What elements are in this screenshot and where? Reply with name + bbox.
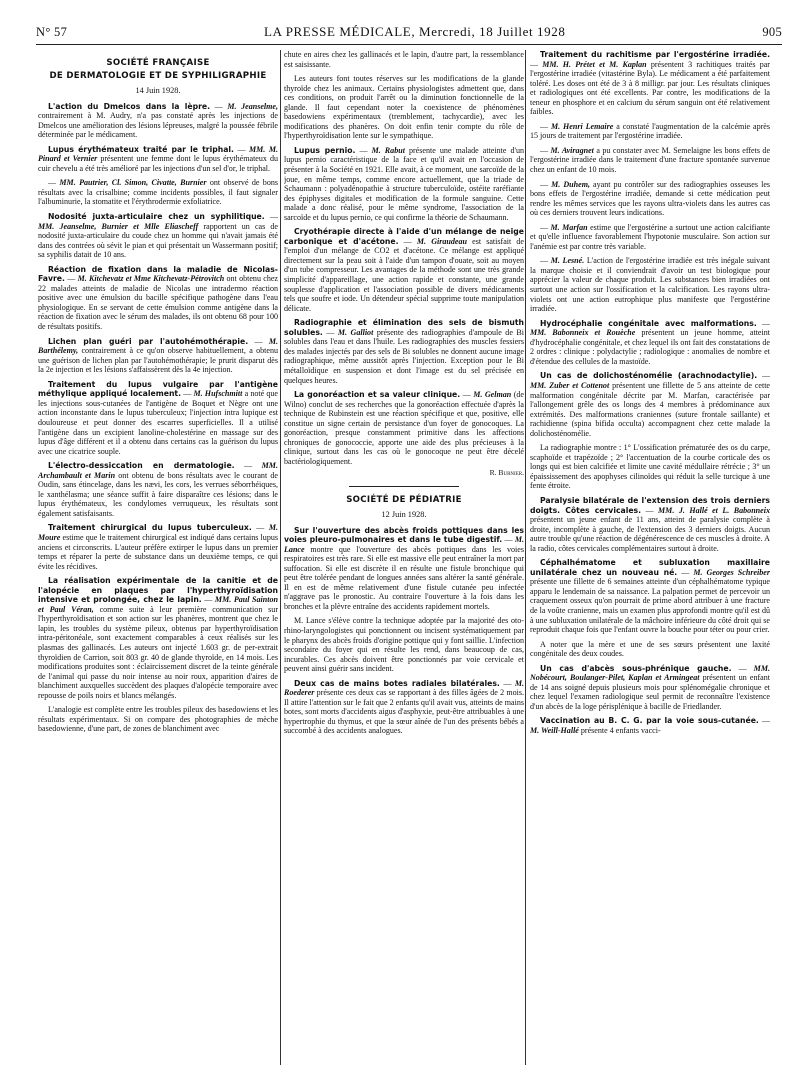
article-title: Vaccination au B. C. G. par la voie sous-cutanée. [540, 716, 759, 726]
article-author: M. Barthélemy, [38, 336, 278, 356]
article: L'action du Dmelcos dans la lèpre. — M. Jeanselme, contrairement à M. Audry, n'a pas constaté après les injections de Dmelcos une amélioration des lésions lépreuses, malgré la poussée fébrile déterminée par le médicament. [38, 101, 278, 140]
article-text: contrairement à ce qu'on observe habituellement, a obtenu une guérison de lichen plan par l'autohémothérapie; le prurit disparut dès la 2e injection et les lésions s'affaissèrent dès la 4e injection. [38, 346, 278, 375]
article: Traitement du rachitisme par l'ergostérine irradiée. — MM. H. Prétet et M. Kaplan présentent 3 rachitiques traités par l'ergostérine irradiée (vitastérine Byla). Le médicament a été parfaitement toléré. Les doses ont été de 3 à 8 milligr. par jour. Les résultats cliniques et radiologiques ont été excellents. Par contre, les modifications de la teneur en phosphore et en calcium du sérum sanguin ont été relativement faibles. [530, 50, 770, 117]
article-paragraph: chute en aires chez les gallinacés et le lapin, d'autre part, la ressemblance est saisissante. [284, 50, 524, 69]
article-author: M. Rabut [371, 145, 405, 155]
header-rule [36, 44, 782, 45]
article: Nodosité juxta-articulaire chez un syphilitique. — MM. Jeanselme, Burnier et Mlle Eliascheff rapportent un cas de nodosité juxta-articulaire du coude chez un homme qui n'avait jamais été dans des contrées où sévit le pian et qui présentait un Wassermann positif; sa syphilis datait de 10 ans. [38, 212, 278, 260]
article-text: présentent une femme dont le lupus érythémateux du cuir chevelu a été très amélioré par les injections d'un sel d'or, le triphal. [38, 154, 278, 173]
article: Vaccination au B. C. G. par la voie sous-cutanée. — M. Weill-Hallé présente 4 enfants vacci- [530, 716, 770, 735]
article-author: MM. Pautrier, Cl. Simon, Civatte, Burnier [59, 178, 207, 188]
article: Un cas de dolichosténomélie (arachnodactylie). — MM. Zuber et Cottenot présentent une fillette de 5 ans atteinte de cette malformation congénitale décrite par M. Marfan, caractérisée par l'allongement grêle des os longs des 4 membres à prédominance aux extrémités. Des malformations craniennes (suture frontale saillante) et rachidienne (spina bifida occulta) accompagnent chez cette malade la dolichosténomélie. [530, 371, 770, 438]
article: Deux cas de mains botes radiales bilatérales. — M. Roederer présente ces deux cas se rapportant à des filles âgées de 2 mois. Il attire l'attention sur le fait que 2 enfants qu'il avait vus, atteints de mains botes, sont morts d'accidents aigus d'asphyxie, peut-être attribuables à une hypertrophie du thymus, et que la sœur aînée de l'un des présents bébés a succombé à des accidents analogues. [284, 678, 524, 736]
article-author: M. Roederer [284, 678, 524, 698]
article-title: Lupus érythémateux traité par le triphal. [48, 144, 234, 154]
article: Radiographie et élimination des sels de bismuth solubles. — M. Galliot présente des radiographies d'ampoule de Bi solubles dans l'eau et dans l'huile. Les radiographies des muscles fessiers des malades injectés par des sels de Bi solubles ne donnent aucune image radiographique, même aussitôt après l'injection. Exception pour le Bi métalloïdique en suspension et dont l'image est du sel précisée en quelques heures. [284, 318, 524, 385]
article-text: ont observé de bons résultats avec la crisalbine; comme incidents possibles, il faut signaler l'albuminurie, la stomatite et l'érythrodermie exfoliatrice. [38, 178, 278, 207]
article-title: Sur l'ouverture des abcès froids pottiques dans les voies pleuro-pulmonaires et dans le tube digestif. [284, 525, 524, 545]
article-author: M. Marfan [550, 222, 588, 232]
article-title: Réaction de fixation dans la maladie de Nicolas-Favre. [38, 264, 278, 284]
article-text: rapportent un cas de nodosité juxta-articulaire du coude chez un homme qui n'avait jamais été dans des contrées où sévit le pian et qui présentait un Wassermann positif; sa syphilis datait de 10 ans. [38, 221, 278, 260]
article-text: a noté que les injections sous-cutanées de l'antigène de Boquet et Nègre ont une action inconstante dans le lupus tuberculeux; l'injection intra lupique est douloureuse et peut donner des escarres superficielles. Il a utilisé l'antigène dans un excipient lanoline-cholestérine en massage sur des lupus d'âge différent et il a obtenu dans certains cas la guérison du lupus avec une cicatrice souple. [38, 389, 278, 456]
column-2 [284, 50, 524, 1070]
column-1 [38, 50, 278, 1070]
article-text: a pu constater avec M. Semelaigne les bons effets de l'ergostérine irradiée dans le traitement d'une fracture spontanée survenue chez un enfant de 10 mois. [530, 145, 770, 175]
article-author: M. Moure [38, 523, 278, 542]
article-author: MM. Nobécourt, Boulanger-Pilet, Kaplan et Armingeat [530, 663, 770, 683]
article-title: Paralysie bilatérale de l'extension des trois derniers doigts. Côtes cervicales. [530, 495, 770, 515]
article-text: L'action de l'ergostérine irradiée est très inégale suivant la marque choisie et il conviendrait d'avoir un test biologique pour apprécier la valeur de chaque produit. Les substances bien irradiées ont surtout une action sur l'ossification et la calcification. Les rayons ultra-violets ont une action eutrophique plus manifeste que l'ergostérine irradiée. [530, 256, 770, 314]
article-title: Nodosité juxta-articulaire chez un syphilitique. [48, 212, 265, 222]
article-author: M. Weill-Hallé [530, 726, 579, 735]
article: Lupus érythémateux traité par le triphal. — MM. M. Pinard et Vernier présentent une femme dont le lupus érythémateux du cuir chevelu a été très amélioré par les injections d'un sel d'or, le triphal. [38, 144, 278, 173]
article-author: M. Giraudeau [416, 236, 467, 246]
article-paragraph: La radiographie montre : 1° L'ossification prématurée des os du carpe, scaphoïde et trapézoïde ; 2° l'accentuation de la courbe corticale des os longs qui est bien calcifiée et limite une cavité médullaire rétrécie ; 3° un épaississement des apophyses cilinoïdes qui réduit la selle turcique à une fente étroite. [530, 443, 770, 491]
article: La réalisation expérimentale de la canitie et de l'alopécie en plaques par l'hyperthyroïdisation intensive et prolongée, chez le lapin. — MM. Paul Sainton et Paul Véran, comme suite à leur première communication sur l'hyperthyroïdisation et son action sur les phanères, montrent que chez le lapin, les troubles du système pileux, obtenus par hyperthyroïdisation intra-péritonéale, sont exactement comparables à ceux réalisés sur les plasmas des gallinacés. Les auteurs ont injecté 1.603 gr. de per-extrait thyroïdien de Carrion, soit 803 gr. 40 de glande thyroïde, en 14 mois. Les modifications produites sont : éclaircissement discret de la teinte générale de l'animal qui passe du noir intense au noir roux, apparition d'aires de blanchiment auxquelles succèdent des plaques d'alopécie temporaire avec repousse de poils noirs et blancs mélangés. [38, 576, 278, 700]
article: — MM. Pautrier, Cl. Simon, Civatte, Burnier ont observé de bons résultats avec la crisalbine; comme incidents possibles, il faut signaler l'albuminurie, la stomatite et l'érythrodermie exfoliatrice. [38, 178, 278, 207]
article-author: M. Kitchevatz et Mme Kitchevatz-Pétrovitch [77, 274, 225, 284]
article-author: MM. Jeanselme, Burnier et Mlle Eliascheff [38, 221, 199, 231]
article-paragraph: Les auteurs font toutes réserves sur les modifications de la glande thyroïde chez les animaux. Certains physiologistes admettent que, dans ces conditions, on produit l'arrêt ou la diminution fonctionnelle de la glande. Il faut cependant noter la coexistence de phénomènes basedowiens expérimentaux (tremblement, tachycardie), avec les modifications des phanères. On doit enfin tenir compte du rôle de l'hyperthyroïdisation lente sur le sympathique. [284, 74, 524, 141]
article-text: ayant pu contrôler sur des radiographies osseuses les bons effets de l'ergostérine irradiée, demande si cette médication peut rendre les mêmes services que les rayons ultra-violets dans les autres cas où ces derniers trouvent leurs indications. [530, 179, 770, 218]
section-title: SOCIÉTÉ FRANÇAISE [106, 58, 210, 68]
article-text: estime que l'ergostérine a surtout une action calcifiante et qu'elle influence favorablement l'hypotonie musculaire. Son action sur l'anémie est par contre très variable. [530, 222, 770, 251]
article-text: présentent une fillette de 5 ans atteinte de cette malformation congénitale décrite par M. Marfan, caractérisée par l'allongement grêle des os longs des 4 membres à prédominance aux extrémités. Des malformations craniennes (suture frontale saillante) et rachidienne (spina bifida occulta) accompagnent chez cette malade la dolichosténomélie. [530, 380, 770, 438]
article-text: estime que le traitement chirurgical est indiqué dans certains lupus anciens et circonscrits. L'auteur préfère extirper le lupus dans un premier temps et réparer la perte de substance dans un deuxième temps, ce qui évite les récidives. [38, 532, 278, 571]
article-paragraph: L'analogie est complète entre les troubles pileux des basedowiens et les résultats expérimentaux. Si on compare des photographies de mèche basedowienne, d'une part, de zones de blanchiment avec [38, 705, 278, 734]
article-author: MM. Archambault et Marin [38, 461, 278, 480]
section-title: SOCIÉTÉ DE PÉDIATRIE [346, 494, 462, 505]
article: Cryothérapie directe à l'aide d'un mélange de neige carbonique et d'acétone. — M. Giraudeau est satisfait de l'emploi d'un mélange de CO2 et d'acétone. Ce mélange est appliqué directement sur la peau soit à l'aide d'un tampon d'ouate, soit au moyen d'un tube compresseur. Les avantages de la méthode sont une très grande simplicité d'appareillage, une action rapide et constante, une grande souplesse d'application et l'association possible de divers médicaments tels que soufre et iode. Un détendeur spécial supprime toute manipulation délicate. [284, 227, 524, 313]
article: Paralysie bilatérale de l'extension des trois derniers doigts. Côtes cervicales. — MM. J. Hallé et L. Babonneix présentent un jeune enfant de 11 ans, atteint de paralysie complète à droite, incomplète à gauche, de l'extension des 3 derniers doigts. Aucun autre trouble qu'une réaction de dégénérescence de ces muscles à droite. A la radio, côtes cervicales complémentaires surtout à droite. [530, 495, 770, 553]
article-title: Un cas d'abcès sous-phrénique gauche. [540, 663, 732, 673]
article-text: présente des radiographies d'ampoule de Bi solubles dans l'eau et dans l'huile. Les radiographies des muscles fessiers des malades injectés par des sels de Bi solubles ne donnent aucune image radiographique, même aussitôt après l'injection. Exception pour le Bi métalloïdique en suspension et dont l'image est du sel précisée en quelques heures. [284, 327, 524, 385]
article-author: MM. H. Prétet et M. Kaplan [542, 59, 647, 69]
article-title: Deux cas de mains botes radiales bilatérales. [294, 678, 500, 688]
article-title: Traitement du rachitisme par l'ergostérine irradiée. [540, 50, 770, 59]
article-title: La réalisation expérimentale de la canitie et de l'alopécie en plaques par l'hyperthyroïdisation intensive et prolongée, chez le lapin. [38, 576, 278, 605]
article: — M. Duhem, ayant pu contrôler sur des radiographies osseuses les bons effets de l'ergostérine irradiée, demande si cette médication peut rendre les mêmes services que les rayons ultra-violets dans les autres cas où ces derniers trouvent leurs indications. [530, 179, 770, 218]
article-text: a constaté l'augmentation de la calcémie après 15 jours de traitement par l'ergostérine irradiée. [530, 121, 770, 141]
article-text: ont obtenu de bons résultats avec le courant de Oudin, sans étincelage, dans les nævi, les cors, les verrues séborrhéiques, le xanthélasma; une séance suffit à faire disparaître ces lésions; dans le lupus érythémateux, les condylomes verruqueux, les résultats sont également satisfaisants. [38, 470, 278, 518]
column-separator [280, 50, 281, 1065]
article-title: L'action du Dmelcos dans la lèpre. [48, 101, 210, 111]
session-date: 12 Juin 1928. [381, 509, 427, 519]
article-text: contrairement à M. Audry, n'a pas constaté après les injections de Dmelcos une amélioration des lésions lépreuses, malgré la poussée fébrile déterminée par le médicament. [38, 111, 278, 140]
article-author: M. Galliot [337, 327, 374, 337]
article-author: M. Lesné. [550, 256, 585, 266]
article: Traitement du lupus vulgaire par l'antigène méthylique appliqué localement. — M. Hufschmitt a noté que les injections sous-cutanées de l'antigène de Boquet et Nègre ont une action inconstante dans le lupus tuberculeux; l'injection intra lupique est douloureuse et peut donner des escarres superficielles. Il a utilisé l'antigène dans un excipient lanoline-cholestérine en massage sur des lupus d'âge différent et il a obtenu dans certains cas la guérison du lupus avec une cicatrice souple. [38, 379, 278, 456]
article-paragraph: A noter que la mère et une de ses sœurs présentent une laxité congénitale des deux coudes. [530, 639, 770, 659]
article-title: Traitement du lupus vulgaire par l'antigène méthylique appliqué localement. [38, 379, 278, 399]
article-author: M. Lance [284, 535, 524, 554]
article-text: est satisfait de l'emploi d'un mélange de CO2 et d'acétone. Ce mélange est appliqué directement sur la peau soit à l'aide d'un tampon d'ouate, soit au moyen d'un tube compresseur. Les avantages de la méthode sont une très grande simplicité d'appareillage, une action rapide et constante, une grande souplesse d'application et l'association possible de divers médicaments tels que soufre et iode. Un détendeur spécial supprime toute manipulation délicate. [284, 236, 524, 313]
article-text: présentent un jeune enfant de 11 ans, atteint de paralysie complète à droite, incomplète à gauche, de l'extension des 3 derniers doigts. Aucun autre trouble qu'une réaction de dégénérescence de ces muscles à droite. A la radio, côtes cervicales complémentaires surtout à droite. [530, 515, 770, 553]
article-text: présentent un jeune homme, atteint d'hydrocéphalie congénitale, et chez lequel ils ont fait des constatations de 2 ordres : clinique : polydactylie ; radiologique : anomalies de nombre et d'étendue des cellules de la mastoïde. [530, 328, 770, 366]
article: — M. Aviragnet a pu constater avec M. Semelaigne les bons effets de l'ergostérine irradiée dans le traitement d'une fracture spontanée survenue chez un enfant de 10 mois. [530, 145, 770, 175]
article-text: présente une fillette de 6 semaines atteinte d'un céphalhématome typique apparu le lendemain de sa naissance. La palpation permet de percevoir un craquement osseux qu'on pourrait de prime abord attribuer à une fracture de la voûte cranienne, mais un examen plus approfondi montre qu'il est dû à une subluxation unilatérale de la mâchoire inférieure du côté droit qui se reproduit chaque fois que l'enfant ouvre la bouche pour téter ou pour crier. [530, 577, 770, 635]
article-author: M. Gelman [473, 390, 512, 400]
article-text: présente une malade atteinte d'un lupus pernio caractéristique de la face et qu'il avait en l'occasion de présenter à la Société en 1921. Elle avait, à ce moment, une sarcoïde de la joue, en même temps, comme encore actuellement, que la triade de Schaumann : polyadénopathie à structure tuberculoïde, ostéite raréfiante des épiphyses digitales et modification de la formule sanguine. Cette malade a donc réalisé, pour le même syndrome, l'association de la sarcoïde et du lupus pernio, ce qui confirme la théorie de Schaumann. [284, 145, 524, 222]
article-text: présentent 3 rachitiques traités par l'ergostérine irradiée (vitastérine Byla). Le médicament a été parfaitement toléré. Les doses ont été de 3 à 8 milligr. par jour. Les résultats cliniques et radiologiques ont été excellents. Par contre, les modifications de la teneur en phosphore et en calcium du sérum sanguin ont été relativement faibles. [530, 59, 770, 117]
article: Sur l'ouverture des abcès froids pottiques dans les voies pleuro-pulmonaires et dans le tube digestif. — M. Lance montre que l'ouverture des abcès pottiques dans les voies respiratoires est très rare. Si elle est massive elle peut entraîner la mort par suffocation. Si elle est discrète il en résulte une fistule bronchique qui peut être tolérée pendant de longues années sans altérer la santé générale. Il en est de même relativement d'une fistule cutanée peu infectée n'aggrave pas le pronostic. Au contraire l'ouverture à la fois dans les bronches et la plèvre entraîne des accidents rapidement mortels. [284, 525, 524, 611]
article-author: MM. Babonneix et Rouèche [530, 328, 636, 338]
session-date: 14 Juin 1928. [135, 86, 181, 95]
article-text: (de Wilno) conclut de ses recherches que la gonoréaction effectuée d'après la technique de Rubinstein est une réaction spécifique et que, positive, elle constitue un signe certain de persistance d'un foyer de gonocoques. La gonoréaction, presque constamment primitive dans les affections chroniques de gonococcie, apporte une aide des plus précieuses à la clinique, surtout dans les cas où le gonocoque ne peut être décelé bactériologiquement. [284, 390, 524, 466]
article: Un cas d'abcès sous-phrénique gauche. — MM. Nobécourt, Boulanger-Pilet, Kaplan et Armingeat présentent un enfant de 14 ans soigné depuis plusieurs mois pour splénomégalie chronique et chez lequel l'examen radiologique seul permit de reconnaître l'existence d'un abcès de la loge périsplénique à bacille de Friedlander. [530, 663, 770, 711]
article-title: La gonoréaction et sa valeur clinique. [294, 390, 461, 400]
article-author: M. Aviragnet [550, 145, 594, 155]
article-text: ont obtenu chez 22 malades atteints de maladie de Nicolas une intradermo réaction positive avec une émulsion du bacille spécifique pathogène dans l'eau physiologique. En se servant de cette émulsion comme antigène dans la réaction de fixation avec le sérum des malades, ils ont obtenu 68 pour 100 de résultats positifs. [38, 274, 278, 332]
article: Lupus pernio. — M. Rabut présente une malade atteinte d'un lupus pernio caractéristique de la face et qu'il avait en l'occasion de présenter à la Société en 1921. Elle avait, à ce moment, une sarcoïde de la joue, en même temps, comme encore actuellement, que la triade de Schaumann : polyadénopathie à structure tuberculoïde, ostéite raréfiante des épiphyses digitales et modification de la formule sanguine. Cette malade a donc réalisé, pour le même syndrome, l'association de la sarcoïde et du lupus pernio, ce qui confirme la théorie de Schaumann. [284, 145, 524, 222]
article: Céphalhématome et subluxation maxillaire unilatérale chez un nouveau né. — M. Georges Schreiber présente une fillette de 6 semaines atteinte d'un céphalhématome typique apparu le lendemain de sa naissance. La palpation permet de percevoir un craquement osseux qu'on pourrait de prime abord attribuer à une fracture de la voûte cranienne, mais un examen plus approfondi montre qu'il est dû à une subluxation unilatérale de la mâchoire inférieure du côté droit qui se reproduit chaque fois que l'enfant ouvre la bouche pour téter ou pour crier. [530, 558, 770, 635]
page-number-left: N° 57 [36, 25, 68, 39]
article-text: présentent un enfant de 14 ans soigné depuis plusieurs mois pour splénomégalie chronique et chez lequel l'examen radiologique seul permit de reconnaître l'existence d'un abcès de la loge périsplénique à bacille de Friedlander. [530, 673, 770, 711]
journal-title: LA PRESSE MÉDICALE, Mercredi, 18 Juillet 1928 [264, 24, 566, 39]
article: Réaction de fixation dans la maladie de Nicolas-Favre. — M. Kitchevatz et Mme Kitchevatz-Pétrovitch ont obtenu chez 22 malades atteints de maladie de Nicolas une intradermo réaction positive avec une émulsion du bacille spécifique pathogène dans l'eau physiologique. En se servant de cette émulsion comme antigène dans la réaction de fixation avec le sérum des malades, ils ont obtenu 68 pour 100 de résultats positifs. [38, 264, 278, 332]
section-subtitle: DE DERMATOLOGIE ET DE SYPHILIGRAPHIE [49, 71, 267, 81]
article-title: Hydrocéphalie congénitale avec malformations. [540, 318, 757, 328]
article-author: MM. Zuber et Cottenot [530, 380, 610, 390]
article: — M. Lesné. L'action de l'ergostérine irradiée est très inégale suivant la marque choisie et il conviendrait d'avoir un test biologique pour apprécier la valeur de chaque produit. Les substances bien irradiées ont surtout une action sur l'ossification et la calcification. Les rayons ultra-violets ont une action eutrophique plus manifeste que l'ergostérine irradiée. [530, 256, 770, 314]
page-header [36, 24, 782, 44]
signature: R. Burnier. [489, 468, 524, 478]
article: — M. Marfan estime que l'ergostérine a surtout une action calcifiante et qu'elle influence favorablement l'hypotonie musculaire. Son action sur l'anémie est par contre très variable. [530, 222, 770, 251]
article: La gonoréaction et sa valeur clinique. — M. Gelman (de Wilno) conclut de ses recherches que la gonoréaction effectuée d'après la technique de Rubinstein est une réaction spécifique et que, positive, elle constitue un signe certain de persistance d'un foyer de gonocoques. La gonoréaction, presque constamment primitive dans les affections chroniques de gonococcie, apporte une aide des plus précieuses à la clinique, surtout dans les cas où le gonocoque ne peut être décelé bactériologiquement. [284, 390, 524, 466]
article-title: Céphalhématome et subluxation maxillaire unilatérale chez un nouveau né. [530, 558, 770, 577]
article-author: MM. M. Pinard et Vernier [38, 144, 278, 164]
article: Lichen plan guéri par l'autohémothérapie. — M. Barthélemy, contrairement à ce qu'on observe habituellement, a obtenu une guérison de lichen plan par l'autohémothérapie; le prurit disparut dès la 2e injection et les lésions s'affaissèrent dès la 4e injection. [38, 336, 278, 375]
article-title: L'électro-dessiccation en dermatologie. [48, 461, 235, 471]
article-author: M. Henri Lemaire [550, 121, 614, 131]
article-paragraph: M. Lance s'élève contre la technique adoptée par la majorité des oto-rhino-laryngologistes qui ponctionnent ou incisent systématiquement par le pharynx des abcès froids d'origine pottique qui y font saillie. L'infection secondaire du foyer qui en résulte les rend, dans beaucoup de cas, incurables. Ces abcès doivent être ponctionnés par voie cervicale et peuvent ainsi guérir sans incident. [284, 616, 524, 674]
article-title: Cryothérapie directe à l'aide d'un mélange de neige carbonique et d'acétone. [284, 227, 524, 246]
article-author: MM. J. Hallé et L. Babonneix [658, 505, 770, 515]
article-title: Lichen plan guéri par l'autohémothérapie. [48, 336, 249, 346]
article: Traitement chirurgical du lupus tuberculeux. — M. Moure estime que le traitement chirurgical est indiqué dans certains lupus anciens et circonscrits. L'auteur préfère extirper le lupus dans un premier temps et réparer la perte de substance dans un deuxième temps, ce qui évite les récidives. [38, 523, 278, 571]
article-text: montre que l'ouverture des abcès pottiques dans les voies respiratoires est très rare. Si elle est massive elle peut entraîner la mort par suffocation. Si elle est discrète il en résulte une fistule bronchique qui peut être tolérée pendant de longues années sans altérer la santé générale. Il en est de même relativement d'une fistule cutanée peu infectée n'aggrave pas le pronostic. Au contraire l'ouverture à la fois dans les bronches et la plèvre entraîne des accidents rapidement mortels. [284, 544, 524, 611]
page-number-right: 905 [762, 25, 782, 39]
column-3 [530, 50, 770, 1070]
article-text: présente 4 enfants vacci- [580, 726, 661, 735]
article-title: Lupus pernio. [294, 145, 356, 155]
article-text: présente ces deux cas se rapportant à des filles âgées de 2 mois. Il attire l'attention sur le fait que 2 enfants qu'il avait vus, atteints de mains botes, sont morts d'accidents aigus d'asphyxie, peut-être attribuables à une hypertrophie du thymus, et que la sœur aînée de l'un des présents bébés a succombé à des accidents analogues. [284, 688, 524, 736]
article-author: MM. Paul Sainton et Paul Véran, [38, 595, 278, 614]
article: L'électro-dessiccation en dermatologie. — MM. Archambault et Marin ont obtenu de bons résultats avec le courant de Oudin, sans étincelage, dans les nævi, les cors, les verrues séborrhéiques, le xanthélasma; une séance suffit à faire disparaître ces lésions; dans le lupus érythémateux, les condylomes verruqueux, les résultats sont également satisfaisants. [38, 461, 278, 518]
article-author: M. Hufschmitt [193, 389, 243, 399]
article-title: Traitement chirurgical du lupus tuberculeux. [48, 523, 252, 533]
article: — M. Henri Lemaire a constaté l'augmentation de la calcémie après 15 jours de traitement par l'ergostérine irradiée. [530, 121, 770, 141]
column-separator [525, 50, 526, 1065]
article-author: M. Duhem, [551, 179, 590, 189]
article-author: M. Jeanselme, [227, 101, 278, 111]
section-divider [349, 486, 459, 487]
article: Hydrocéphalie congénitale avec malformations. — MM. Babonneix et Rouèche présentent un jeune homme, atteint d'hydrocéphalie congénitale, et chez lequel ils ont fait des constatations de 2 ordres : clinique : polydactylie ; radiologique : anomalies de nombre et d'étendue des cellules de la mastoïde. [530, 318, 770, 366]
article-title: Un cas de dolichosténomélie (arachnodactylie). [540, 371, 758, 381]
article-title: Radiographie et élimination des sels de bismuth solubles. [284, 318, 524, 337]
article-author: M. Georges Schreiber [693, 567, 770, 577]
article-text: comme suite à leur première communication sur l'hyperthyroïdisation et son action sur les phanères, montrent que chez le lapin, les troubles du système pileux, obtenus par hyperthyroïdisation intra-péritonéale, sont exactement comparables à ceux réalisés sur les plasmas des gallinacés. Les auteurs ont injecté 1.603 gr. de per-extrait thyroïdien de Carrion, soit 803 gr. 40 de glande thyroïde, en 14 mois. Les modifications produites sont : éclaircissement discret de la teinte générale de l'animal qui passe du noir intense au noir roux, apparition d'aires de blanchiment auxquelles succèdent des plaques d'alopécie temporaire avec repousse de poils noirs et blancs mélangés. [38, 604, 278, 700]
